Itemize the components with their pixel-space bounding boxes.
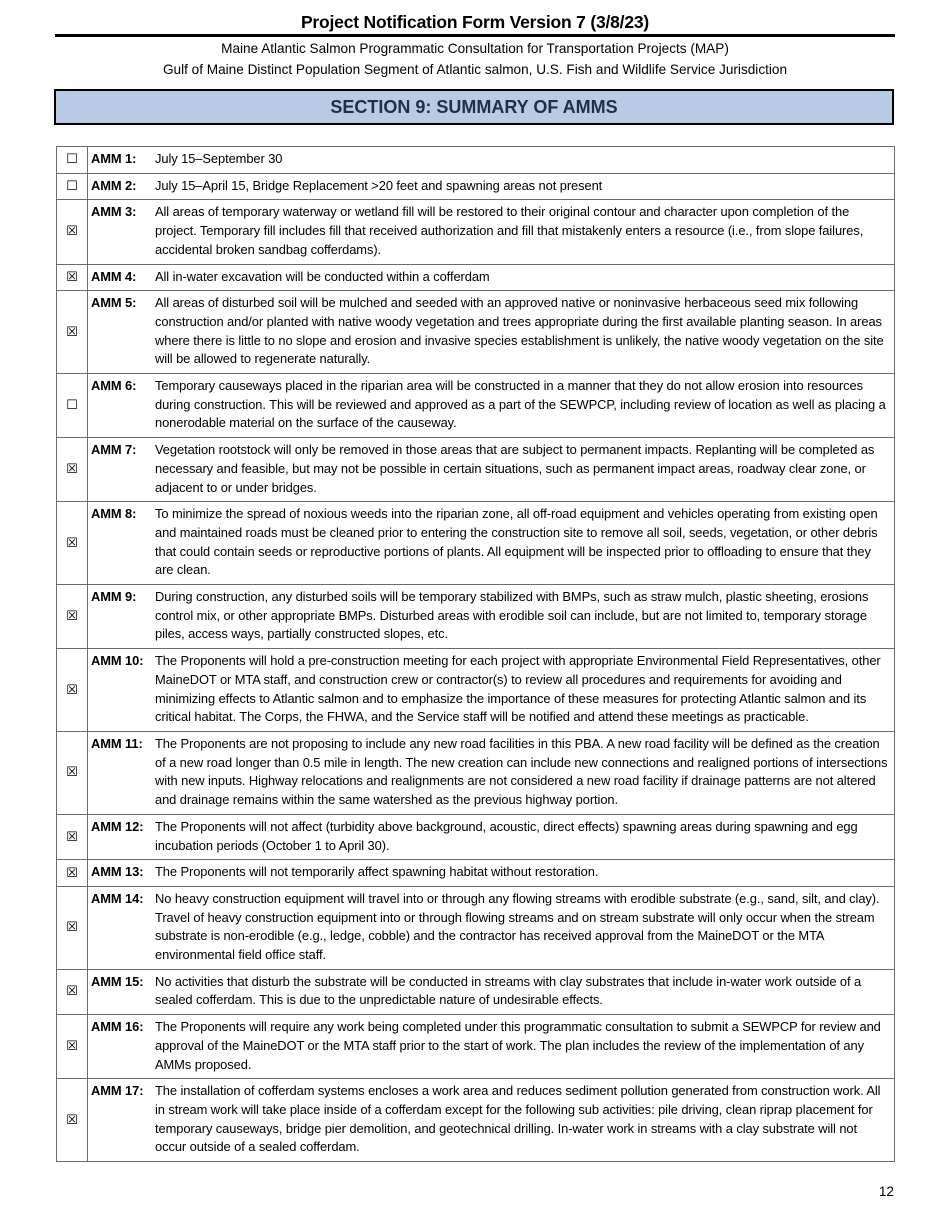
- amm-text: The Proponents are not proposing to include any new road facilities in this PBA. A new road facility will be defined as the creation of a new road longer than 0.5 mile in length. The new creation can include new connections and realigned portions of intersections with new inputs. Highway relocations and realignments are not considered a new road facility if drainage patterns are not altered and drainage remains within the same watershed as the previous highway portion.: [155, 735, 888, 808]
- amm-text: All in-water excavation will be conducted within a cofferdam: [155, 268, 490, 284]
- amm-checkbox[interactable]: ☒: [57, 731, 88, 814]
- amm-row: [57, 1015, 895, 1079]
- amm-checkbox[interactable]: ☒: [57, 585, 88, 649]
- amm-label: AMM 5:: [91, 295, 137, 311]
- amm-content: [88, 649, 895, 732]
- section-banner: [54, 89, 894, 125]
- amm-content: [88, 200, 895, 264]
- amm-content: [88, 173, 895, 200]
- amm-label: AMM 2:: [91, 177, 137, 193]
- subtitle-jurisdiction: Gulf of Maine Distinct Population Segment of Atlantic salmon, U.S. Fish and Wildlife Service Jurisdiction: [162, 62, 788, 77]
- amm-text: July 15–April 15, Bridge Replacement >20 feet and spawning areas not present: [155, 177, 603, 193]
- amm-text: The Proponents will not affect (turbidity above background, acoustic, direct effects) spawning areas during spawning and egg incubation periods (October 1 to April 30).: [155, 818, 858, 853]
- amm-label: AMM 9:: [91, 589, 137, 605]
- amm-content: [88, 1015, 895, 1079]
- amm-checkbox[interactable]: ☒: [57, 200, 88, 264]
- amm-checkbox[interactable]: ☐: [57, 173, 88, 200]
- amm-label: AMM 10:: [91, 653, 144, 669]
- amm-text: The Proponents will not temporarily affect spawning habitat without restoration.: [155, 864, 599, 880]
- amm-row: [57, 173, 895, 200]
- amm-text: July 15–September 30: [155, 151, 283, 166]
- amm-label: AMM 7:: [91, 442, 137, 458]
- amm-row: [57, 886, 895, 969]
- amm-label: AMM 1:: [91, 151, 137, 166]
- form-title: Project Notification Form Version 7 (3/8/23): [300, 12, 650, 32]
- amm-row: [57, 264, 895, 291]
- amm-row: [57, 502, 895, 585]
- header-divider: [55, 34, 895, 37]
- amm-text: Temporary causeways placed in the riparian area will be constructed in a manner that they do not allow erosion into resources during construction. This will be reviewed and approved as a part of the SEWPCP, including review of location as well as placing a nonerodable material on the surface of the causeway.: [155, 378, 886, 431]
- amm-label: AMM 16:: [91, 1019, 144, 1035]
- amm-checkbox[interactable]: ☒: [57, 438, 88, 502]
- amm-content: [88, 585, 895, 649]
- amm-checkbox[interactable]: ☒: [57, 1079, 88, 1162]
- amm-table: [56, 146, 895, 1162]
- amm-row: [57, 860, 895, 887]
- amm-label: AMM 15:: [91, 973, 144, 989]
- amm-label: AMM 8:: [91, 506, 137, 522]
- amm-content: [88, 147, 895, 174]
- amm-row: [57, 291, 895, 374]
- amm-table-body: [57, 147, 895, 1162]
- amm-text: The Proponents will require any work being completed under this programmatic consultation to submit a SEWPCP for review and approval of the MaineDOT or the MTA staff prior to the start of work. The plan includes the review of the implementation of any AMMs proposed.: [155, 1019, 881, 1072]
- amm-row: [57, 147, 895, 174]
- amm-row: [57, 374, 895, 438]
- amm-row: [57, 438, 895, 502]
- amm-label: AMM 4:: [91, 268, 137, 284]
- amm-label: AMM 12:: [91, 818, 144, 834]
- amm-label: AMM 13:: [91, 864, 144, 880]
- amm-row: [57, 200, 895, 264]
- amm-content: [88, 814, 895, 859]
- amm-text: The Proponents will hold a pre-construction meeting for each project with appropriate Environmental Field Representatives, other MaineDOT or MTA staff, and construction crew or contractor(s) to review all procedures and requirements for avoiding and minimizing effects to Atlantic salmon and to emphasize the importance of these measures for protecting Atlantic salmon and its critical habitat. The Corps, the FHWA, and the Service staff will be notified and attend these meetings as practicable.: [155, 653, 881, 725]
- amm-checkbox[interactable]: ☒: [57, 649, 88, 732]
- amm-text: No heavy construction equipment will travel into or through any flowing streams with erodible substrate (e.g., sand, silt, and clay). Travel of heavy construction equipment into or through flowing streams and on stream substrate will only occur when the stream substrate is non-erodible (e.g., ledge, cobble) and the contractor has received approval from the MaineDOT or the MTA environmental field office staff.: [155, 890, 880, 963]
- amm-content: [88, 438, 895, 502]
- amm-content: [88, 264, 895, 291]
- amm-text: All areas of disturbed soil will be mulched and seeded with an approved native or noninvasive herbaceous seed mix following construction and/or planted with native woody vegetation and trees appropriate during the first available planting season. In areas where there is little to no slope and erosion and invasive species establishment is unlikely, the native woody vegetation on the site will be allowed to regenerate naturally.: [155, 295, 884, 367]
- amm-label: AMM 17:: [91, 1083, 144, 1099]
- amm-text: All areas of temporary waterway or wetland fill will be restored to their original contour and character upon completion of the project. Temporary fill includes fill that received authorization and fill that mistakenly enters a resource (i.e., from slope failures, accidental broken sandbag cofferdams).: [155, 204, 864, 257]
- amm-row: [57, 1079, 895, 1162]
- amm-row: [57, 649, 895, 732]
- amm-content: [88, 374, 895, 438]
- amm-label: AMM 11:: [91, 735, 143, 751]
- amm-text: The installation of cofferdam systems encloses a work area and reduces sediment pollution generated from construction work. All in stream work will take place inside of a cofferdam except for the following sub activities: pile driving, clean riprap placement for temporary causeways, bridge pier demolition, and geotechnical drilling. In-water work in streams with a clay substrate will not occur outside of a sealed cofferdam.: [155, 1083, 881, 1155]
- amm-checkbox[interactable]: ☐: [57, 374, 88, 438]
- page-number: 12: [878, 1184, 894, 1199]
- amm-text: To minimize the spread of noxious weeds into the riparian zone, all off-road equipment and vehicles operating from existing open and maintained roads must be cleaned prior to entering the construction site to remove all soil, seeds, vegetation, or other debris that could contain seeds or reproductive portions of plants. All equipment will be inspected prior to offloading to ensure that they are clean.: [155, 506, 878, 578]
- amm-content: [88, 860, 895, 887]
- amm-checkbox[interactable]: ☒: [57, 886, 88, 969]
- amm-label: AMM 14:: [91, 890, 144, 906]
- amm-row: [57, 969, 895, 1014]
- amm-checkbox[interactable]: ☒: [57, 860, 88, 887]
- amm-row: [57, 585, 895, 649]
- amm-row: [57, 814, 895, 859]
- subtitle-program: Maine Atlantic Salmon Programmatic Consultation for Transportation Projects (MAP): [221, 41, 729, 56]
- amm-text: No activities that disturb the substrate will be conducted in streams with clay substrates that include in-water work outside of a sealed cofferdam. This is due to the unpredictable nature of undesirable effects.: [155, 973, 862, 1008]
- amm-content: [88, 291, 895, 374]
- amm-checkbox[interactable]: ☐: [57, 147, 88, 174]
- amm-text: During construction, any disturbed soils will be temporary stabilized with BMPs, such as straw mulch, plastic sheeting, erosions control mix, or other appropriate BMPs. Disturbed areas with erodible soil can include, but are not limited to, temporary storage piles, access ways, partially constructed slopes, etc.: [155, 589, 869, 642]
- amm-checkbox[interactable]: ☒: [57, 814, 88, 859]
- amm-content: [88, 886, 895, 969]
- amm-checkbox[interactable]: ☒: [57, 502, 88, 585]
- amm-content: [88, 1079, 895, 1162]
- amm-checkbox[interactable]: ☒: [57, 969, 88, 1014]
- section-title: SECTION 9: SUMMARY OF AMMS: [330, 96, 618, 117]
- amm-label: AMM 3:: [91, 204, 137, 220]
- amm-content: [88, 502, 895, 585]
- amm-content: [88, 731, 895, 814]
- amm-checkbox[interactable]: ☒: [57, 264, 88, 291]
- amm-checkbox[interactable]: ☒: [57, 1015, 88, 1079]
- amm-text: Vegetation rootstock will only be removed in those areas that are subject to permanent impacts. Replanting will be completed as necessary and feasible, but may not be possible in certain situations, such as permanent impact areas, roadway clear zone, or adjacent to or under bridges.: [155, 442, 875, 495]
- amm-content: [88, 969, 895, 1014]
- amm-checkbox[interactable]: ☒: [57, 291, 88, 374]
- amm-label: AMM 6:: [91, 378, 137, 394]
- amm-row: [57, 731, 895, 814]
